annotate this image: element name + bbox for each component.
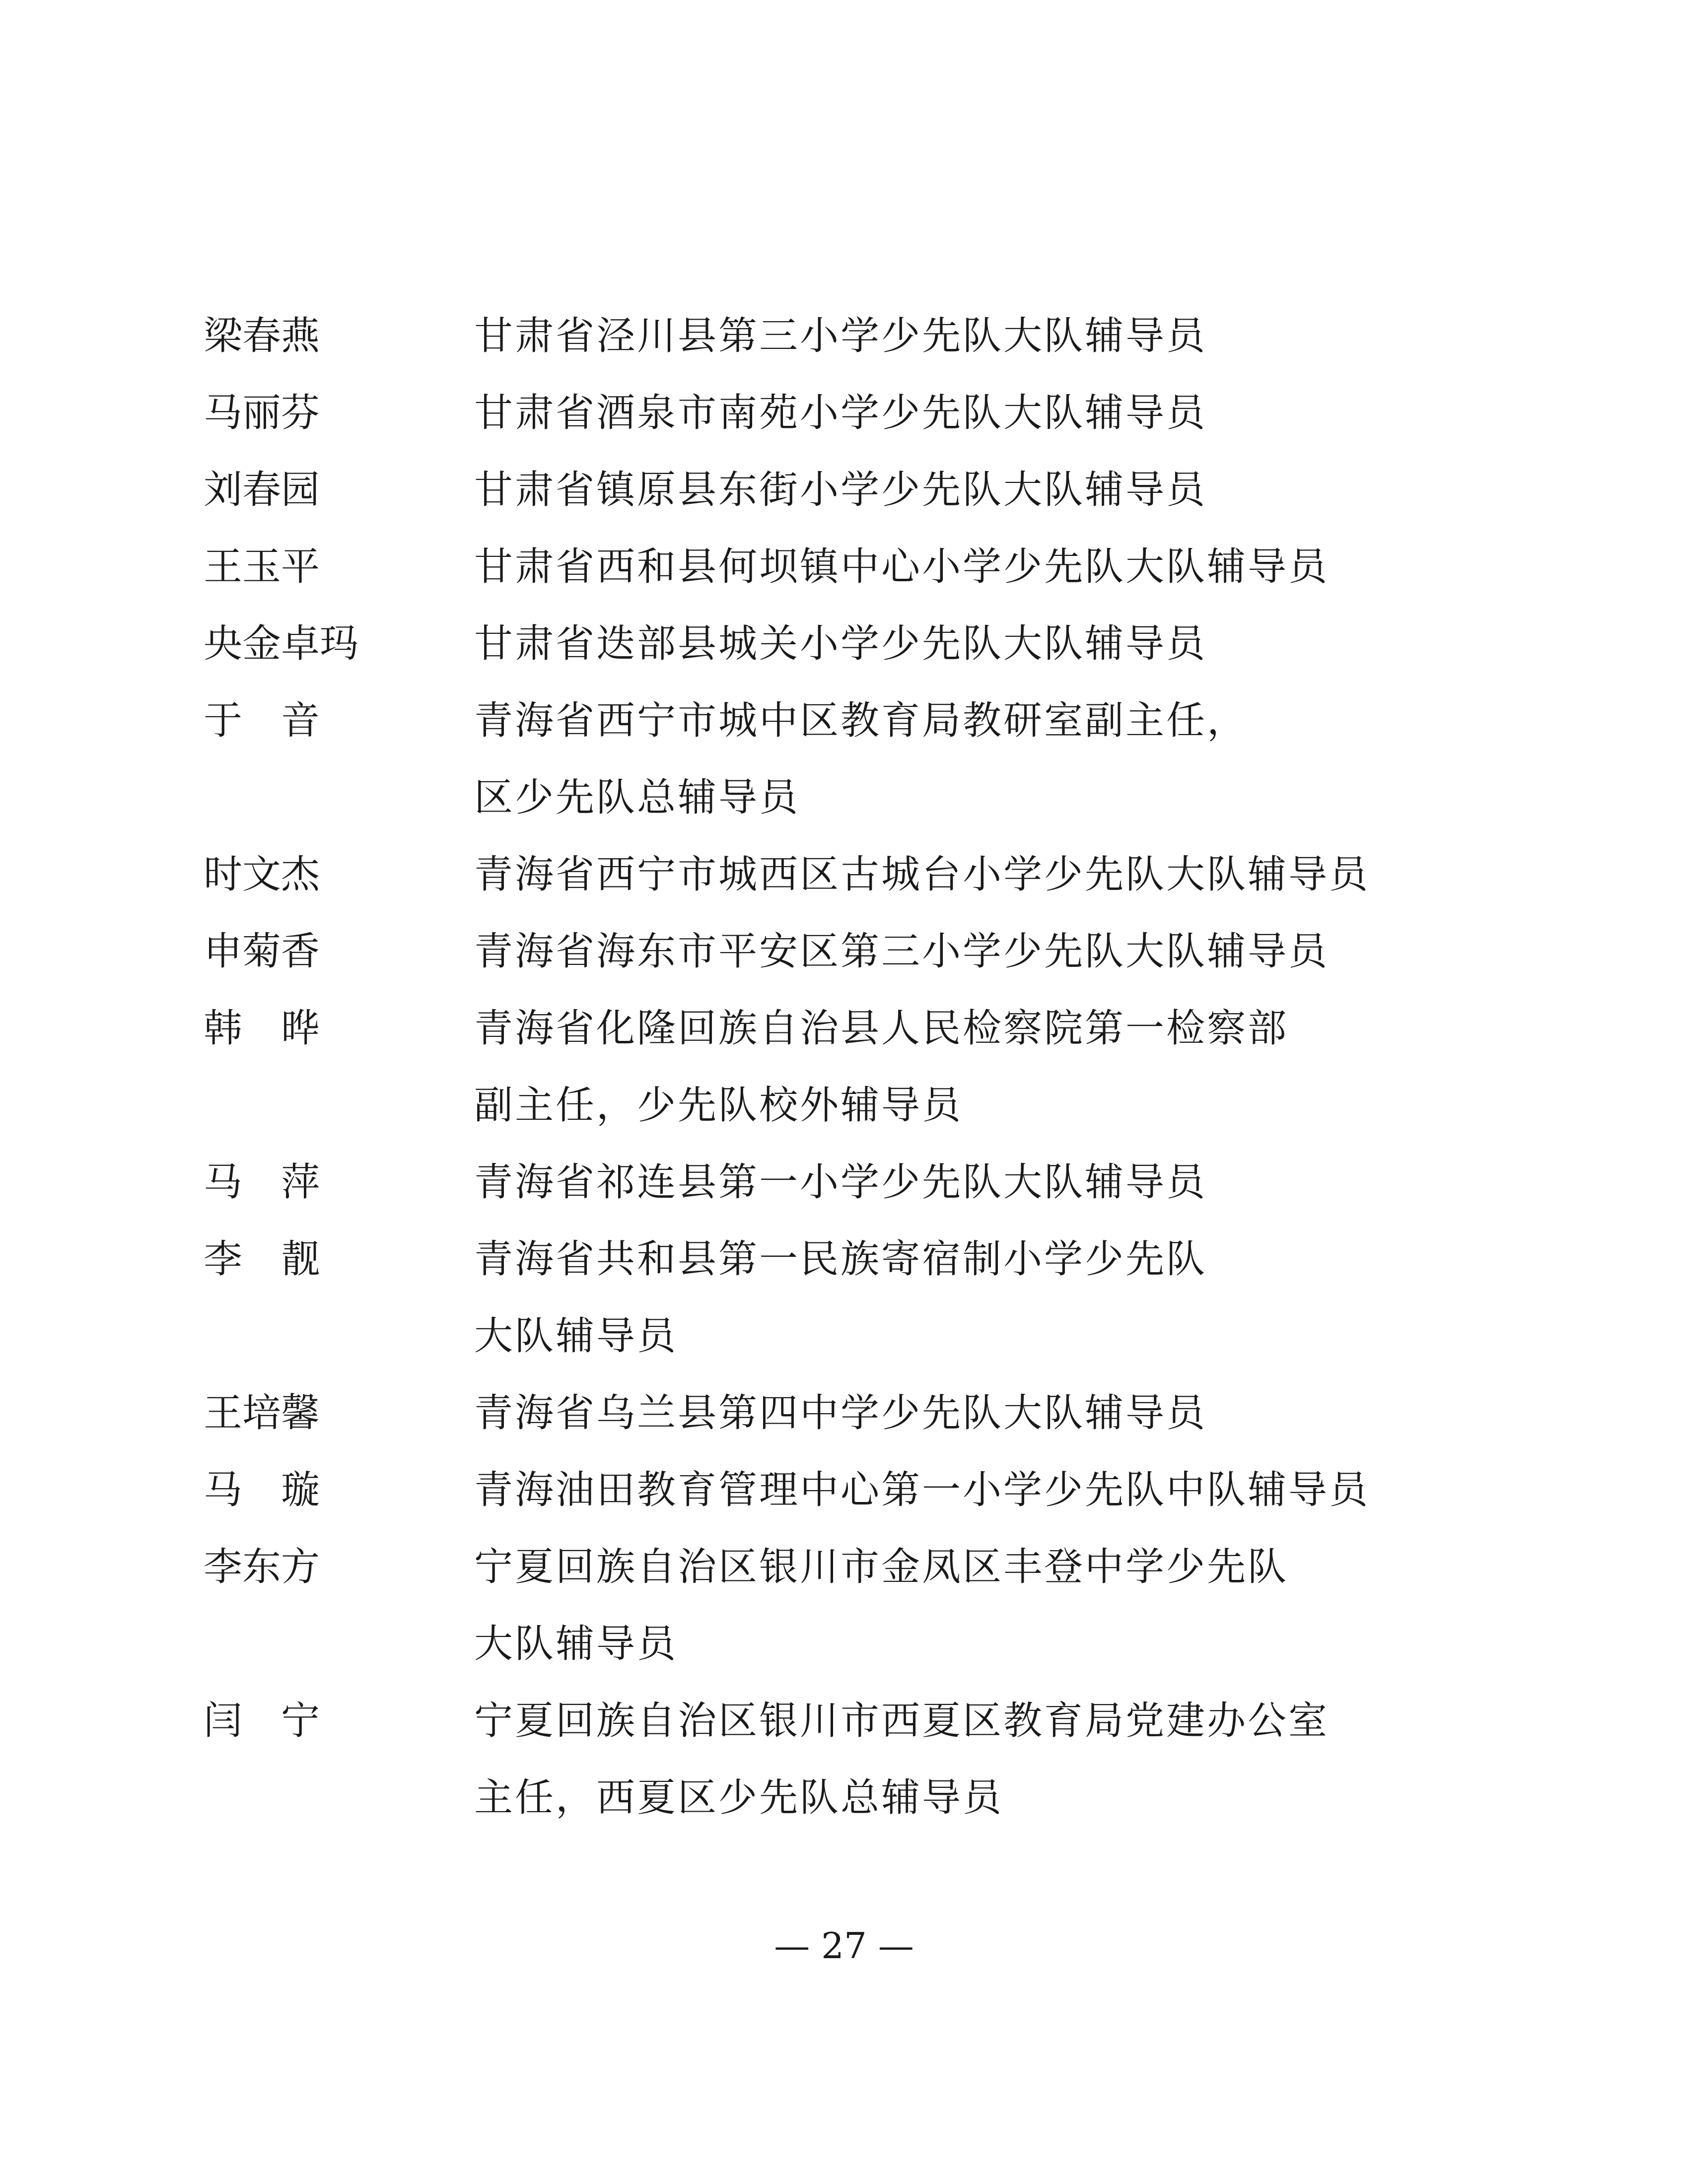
- title-line: 宁夏回族自治区银川市西夏区教育局党建办公室: [474, 1699, 1330, 1743]
- person-name: 王培馨: [204, 1391, 320, 1435]
- honoree-list: [204, 298, 1494, 1837]
- person-name: 闫 宁: [204, 1699, 320, 1743]
- title-line: 甘肃省酒泉市南苑小学少先队大队辅导员: [474, 391, 1207, 435]
- person-title: [474, 836, 1494, 913]
- person-title: [474, 913, 1494, 990]
- person-name: 李东方: [204, 1545, 320, 1589]
- title-line: 青海省乌兰县第四中学少先队大队辅导员: [474, 1391, 1207, 1435]
- title-line: 青海省祁连县第一小学少先队大队辅导员: [474, 1160, 1207, 1205]
- list-item: [204, 529, 1494, 606]
- title-line: 青海油田教育管理中心第一小学少先队中队辅导员: [474, 1468, 1370, 1512]
- title-line: 大队辅导员: [474, 1314, 678, 1359]
- list-item: [204, 1452, 1494, 1529]
- person-name: 央金卓玛: [204, 621, 359, 666]
- title-line: 宁夏回族自治区银川市金凤区丰登中学少先队: [474, 1545, 1289, 1589]
- person-title: [474, 1221, 1494, 1375]
- person-title: [474, 606, 1494, 682]
- title-line: 甘肃省镇原县东街小学少先队大队辅导员: [474, 468, 1207, 512]
- title-line: 甘肃省西和县何坝镇中心小学少先队大队辅导员: [474, 545, 1330, 589]
- title-line: 青海省西宁市城中区教育局教研室副主任，: [474, 698, 1248, 743]
- person-name: 马丽芬: [204, 391, 320, 435]
- person-name: 马 璇: [204, 1468, 320, 1512]
- list-item: [204, 1375, 1494, 1452]
- person-title: [474, 990, 1494, 1144]
- person-title: [474, 682, 1494, 836]
- title-line: 青海省化隆回族自治县人民检察院第一检察部: [474, 1006, 1289, 1051]
- person-name: 于 音: [204, 698, 320, 743]
- list-item: [204, 298, 1494, 375]
- person-title: [474, 1683, 1494, 1837]
- person-name: 韩 晔: [204, 1006, 320, 1051]
- person-title: [474, 1375, 1494, 1452]
- title-line: 副主任，少先队校外辅导员: [474, 1083, 963, 1128]
- person-title: [474, 1529, 1494, 1683]
- person-title: [474, 298, 1494, 375]
- list-item: [204, 1683, 1494, 1837]
- list-item: [204, 836, 1494, 913]
- title-line: 青海省西宁市城西区古城台小学少先队大队辅导员: [474, 852, 1370, 897]
- title-line: 主任，西夏区少先队总辅导员: [474, 1775, 1004, 1820]
- title-line: 区少先队总辅导员: [474, 775, 800, 820]
- person-title: [474, 1452, 1494, 1529]
- person-name: 王玉平: [204, 545, 320, 589]
- title-line: 甘肃省迭部县城关小学少先队大队辅导员: [474, 621, 1207, 666]
- person-title: [474, 452, 1494, 529]
- person-name: 马 萍: [204, 1160, 320, 1205]
- list-item: [204, 990, 1494, 1144]
- list-item: [204, 913, 1494, 990]
- list-item: [204, 1529, 1494, 1683]
- list-item: [204, 452, 1494, 529]
- list-item: [204, 682, 1494, 836]
- person-name: 时文杰: [204, 852, 320, 897]
- title-line: 青海省海东市平安区第三小学少先队大队辅导员: [474, 929, 1330, 974]
- person-name: 梁春燕: [204, 314, 320, 358]
- person-name: 李 靓: [204, 1237, 320, 1282]
- page-number: — 27 —: [774, 1925, 914, 1967]
- list-item: [204, 606, 1494, 682]
- title-line: 大队辅导员: [474, 1622, 678, 1666]
- list-item: [204, 375, 1494, 452]
- person-title: [474, 1144, 1494, 1221]
- title-line: 青海省共和县第一民族寄宿制小学少先队: [474, 1237, 1207, 1282]
- person-name: 申菊香: [204, 929, 320, 974]
- person-title: [474, 375, 1494, 452]
- title-line: 甘肃省泾川县第三小学少先队大队辅导员: [474, 314, 1207, 358]
- list-item: [204, 1221, 1494, 1375]
- person-name: 刘春园: [204, 468, 320, 512]
- person-title: [474, 529, 1494, 606]
- list-item: [204, 1144, 1494, 1221]
